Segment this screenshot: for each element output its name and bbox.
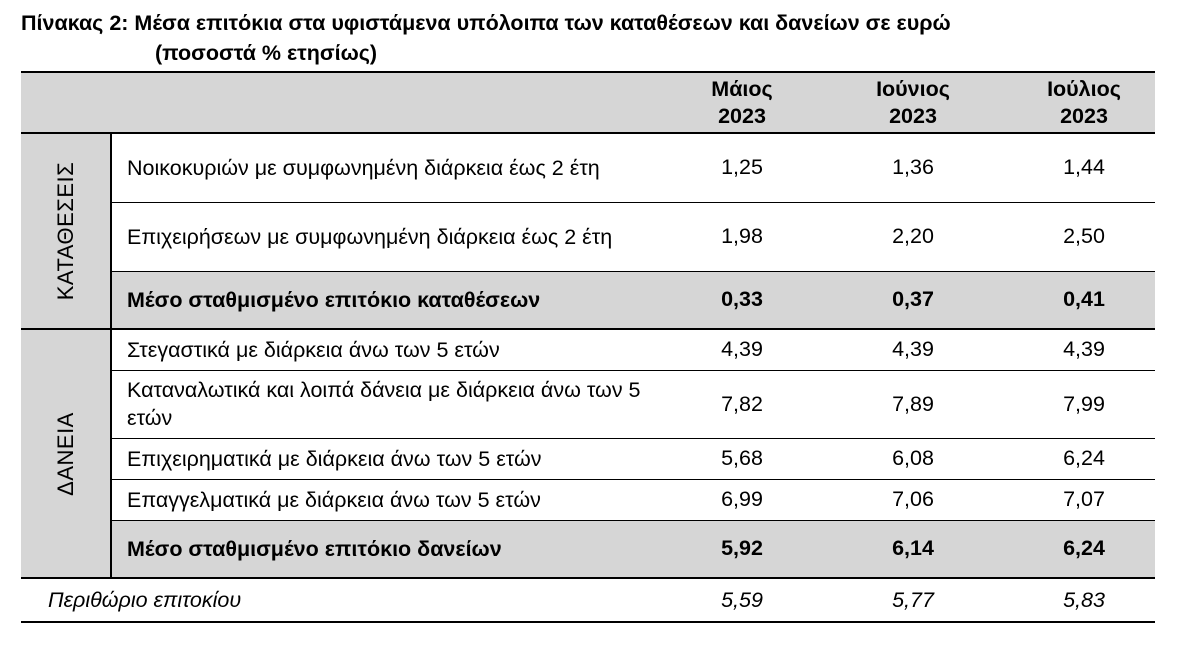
table-title — [21, 8, 1171, 68]
value-cell: 1,44 — [1063, 155, 1105, 180]
header-year: 2023 — [1060, 103, 1108, 128]
loans-average-row — [21, 520, 1155, 578]
value-cell: 4,39 — [1013, 329, 1155, 370]
value-cell: 0,37 — [813, 271, 1013, 329]
value-cell: 6,24 — [1013, 438, 1155, 479]
value-cell: 6,08 — [813, 438, 1013, 479]
row-label: Επαγγελματικά με διάρκεια άνω των 5 ετών — [111, 479, 671, 520]
header-month: Ιούνιος — [876, 76, 950, 101]
row-label: Καταναλωτικά και λοιπά δάνεια με διάρκεια άνω των 5 ετών — [111, 370, 671, 438]
value-cell: 7,07 — [1013, 479, 1155, 520]
row-label: Μέσο σταθμισμένο επιτόκιο καταθέσεων — [111, 271, 671, 329]
value-cell: 7,89 — [813, 370, 1013, 438]
header-year: 2023 — [718, 103, 766, 128]
value-cell: 5,77 — [813, 578, 1013, 622]
value-cell: 1,36 — [892, 155, 934, 180]
header-corner — [21, 72, 671, 133]
header-year: 2023 — [889, 103, 937, 128]
value-cell: 2,50 — [1013, 202, 1155, 271]
row-label: Επιχειρήσεων με συμφωνημένη διάρκεια έως 2 έτη — [111, 202, 671, 271]
value-cell: 1,25 — [721, 155, 763, 180]
table-row — [21, 479, 1155, 520]
header-row — [21, 72, 1155, 133]
table-row — [21, 202, 1155, 271]
value-cell: 5,83 — [1013, 578, 1155, 622]
header-month: Μάιος — [711, 76, 773, 101]
value-cell: 7,82 — [671, 370, 813, 438]
title-line-2: (ποσοστά % ετησίως) — [155, 41, 378, 65]
value-cell: 7,99 — [1013, 370, 1155, 438]
interest-margin-row — [21, 578, 1155, 622]
header-may — [671, 72, 813, 133]
header-june — [813, 72, 1013, 133]
row-label: Νοικοκυριών με συμφωνημένη διάρκεια έως 2 έτη — [127, 155, 600, 180]
value-cell: 6,14 — [813, 520, 1013, 578]
table-row — [21, 133, 1155, 202]
value-cell: 2,20 — [813, 202, 1013, 271]
header-july — [1013, 72, 1155, 133]
table-row — [21, 370, 1155, 438]
interest-rates-table — [21, 71, 1155, 623]
row-label: Επιχειρηματικά με διάρκεια άνω των 5 ετών — [111, 438, 671, 479]
value-cell: 0,41 — [1013, 271, 1155, 329]
deposits-side-label: ΚΑΤΑΘΕΣΕΙΣ — [21, 133, 111, 329]
value-cell: 1,98 — [671, 202, 813, 271]
title-line-1: Πίνακας 2: Μέσα επιτόκια στα υφιστάμενα υπόλοιπα των καταθέσεων και δανείων σε ευρώ — [21, 11, 951, 35]
value-cell: 5,59 — [671, 578, 813, 622]
table-row — [21, 329, 1155, 370]
value-cell: 4,39 — [813, 329, 1013, 370]
row-label: Στεγαστικά με διάρκεια άνω των 5 ετών — [111, 329, 671, 370]
value-cell: 5,68 — [671, 438, 813, 479]
value-cell: 5,92 — [671, 520, 813, 578]
value-cell: 4,39 — [671, 329, 813, 370]
value-cell: 7,06 — [813, 479, 1013, 520]
deposits-average-row — [21, 271, 1155, 329]
loans-side-label: ΔΑΝΕΙΑ — [21, 329, 111, 578]
row-label: Μέσο σταθμισμένο επιτόκιο δανείων — [111, 520, 671, 578]
value-cell: 6,99 — [671, 479, 813, 520]
row-label: Περιθώριο επιτοκίου — [21, 578, 671, 622]
value-cell: 0,33 — [671, 271, 813, 329]
table-row — [21, 438, 1155, 479]
value-cell: 6,24 — [1013, 520, 1155, 578]
header-month: Ιούλιος — [1047, 76, 1121, 101]
